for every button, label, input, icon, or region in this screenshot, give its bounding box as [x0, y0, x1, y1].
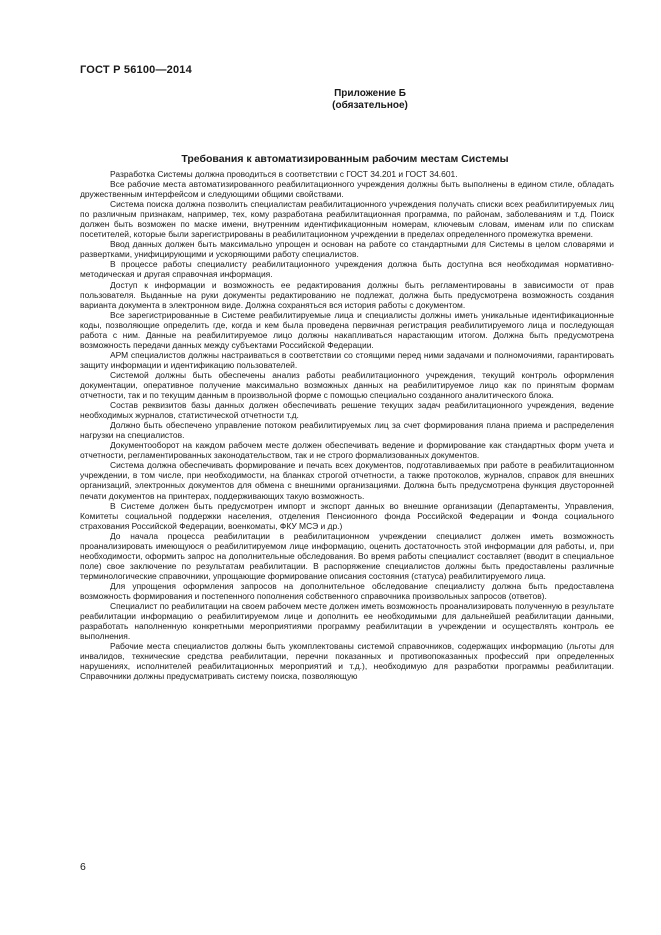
paragraph: Разработка Системы должна проводиться в соответствии с ГОСТ 34.201 и ГОСТ 34.601. — [110, 169, 458, 179]
paragraph: Системой должны быть обеспечены анализ работы реабилитационного учреждения, текущий контроль оформления документации, оперативное получение максимально возможных данных на реабилитируемое лицо как по принятым формам отчетности, так и по текущим данным в произвольной форме с помощью специально созданного аналитического блока. — [80, 369, 614, 401]
paragraph: Должно быть обеспечено управление потоком реабилитируемых лиц за счет формирования плана приема и распределения нагрузки на специалистов. — [80, 420, 614, 441]
paragraph: Состав реквизитов базы данных должен обеспечивать решение текущих задач реабилитационного учреждения, ведение необходимых журналов, статистической отчетности т.д. — [80, 400, 614, 421]
paragraph: Все рабочие места автоматизированного реабилитационного учреждения должны быть выполнены в едином стиле, обладать дружественным интерфейсом и следующими общими свойствами. — [80, 179, 614, 200]
paragraph: В Системе должен быть предусмотрен импорт и экспорт данных во внешние организации (Департаменты, Управления, Комитеты социальной поддержки населения, отделения Пенсионного фонда Российской Федерации и Фонда социального страхования Российской Федерации, военкоматы, ФКУ МСЭ и др.) — [80, 500, 614, 531]
paragraph: Специалист по реабилитации на своем рабочем месте должен иметь возможность проанализировать полученную в результате реабилитации информацию о реабилитируемом лице и дополнить ее необходимыми для дальнейшей реабилитации данными, разработать наполненную конкретными мероприятиями программу реабилитации в учреждении и осуществлять контроль ее выполнения. — [80, 601, 614, 642]
paragraph: АРМ специалистов должны настраиваться в соответствии со стоящими перед ними задачами и полномочиями, гарантировать защиту информации и идентификацию пользователей. — [80, 349, 614, 370]
page-number: 6 — [80, 861, 86, 873]
paragraph: В процессе работы специалисту реабилитационного учреждения должна быть доступна вся необходимая нормативно-методическая и другая справочная информация. — [80, 259, 614, 280]
paragraph: Доступ к информации и возможность ее редактирования должны быть регламентированы в зависимости от прав пользователя. Выданные на руки документы редактированию не подлежат, должна быть предусмотрена возможность создания варианта документа в электронном виде. Должна сохраняться вся история работы с документом. — [80, 279, 614, 310]
paragraph: Ввод данных должен быть максимально упрощен и основан на работе со стандартными для Системы в целом словарями и развертками, унифицирующими и ускоряющими работу специалистов. — [80, 239, 614, 260]
paragraph: Рабочие места специалистов должны быть укомплектованы системой справочников, содержащих информацию (льготы для инвалидов, технические средства реабилитации, перечни показанных и противопоказанных профессий при определенных нарушениях, исполнителей реабилитационных мероприятий и т.д.), необходимую для разработки программы реабилитации. Справочники должны предусматривать систему поиска, позволяющую — [80, 641, 614, 682]
paragraph: Документооборот на каждом рабочем месте должен обеспечивать ведение и формирование как стандартных форм учета и отчетности, регламентированных законодательством, так и не строго формализованных документов. — [80, 440, 614, 461]
paragraph: Система поиска должна позволить специалистам реабилитационного учреждения получать списки всех реабилитируемых лиц по различным признакам, например, тех, кому разработана реабилитационная программа, по районам, заболеваниям и т.д. Поиск должен быть возможен по маске имени, внутренним идентификационным номерам, ключевым словам, именам или по спискам посетителей, которые были зарегистрированы в реабилитационном учреждении в пределах определенного промежутка времени. — [80, 199, 614, 240]
appendix-label: Приложение Б — [334, 88, 406, 99]
appendix-heading — [290, 88, 450, 112]
document-body — [80, 169, 614, 681]
document-header: ГОСТ Р 56100—2014 — [80, 64, 192, 76]
section-title: Требования к автоматизированным рабочим местам Системы — [181, 153, 509, 165]
paragraph: До начала процесса реабилитации в реабилитационном учреждении специалист должен иметь возможность проанализировать имеющуюся о реабилитируемом лице информацию, оценить достаточность этой информации для работы, и, при необходимости, оформить запрос на дополнительные обследования. Во время работы специалист составляет (вводит в специальное поле) свое заключение по результатам реабилитации. В распоряжение специалистов должны быть предоставлены различные терминологические справочники, упрощающие формирование описания состояния (статуса) реабилитируемого лица. — [80, 530, 614, 581]
paragraph: Все зарегистрированные в Системе реабилитируемые лица и специалисты должны иметь уникальные идентификационные коды, позволяющие определить где, когда и кем была проведена первичная регистрация реабилитируемого лица и последующая работа с ним. Данные на реабилитируемое лицо должны накапливаться нарастающим итогом. Должна быть предусмотрена возможность передачи данных между субъектами Российской Федерации. — [80, 309, 614, 350]
paragraph: Система должна обеспечивать формирование и печать всех документов, подготавливаемых при работе в реабилитационном учреждении, в том числе, при необходимости, на бланках строгой отчетности, а также протоколов, журналов, справок для внешних организаций, электронных документов для обмена с внешними организациями. Должна быть предусмотрена функция двусторонней печати документов на принтерах, поддерживающих такую возможность. — [80, 460, 614, 501]
appendix-status: (обязательное) — [332, 100, 408, 111]
paragraph: Для упрощения оформления запросов на дополнительное обследование специалисту должна быть предоставлена возможность формирования и постепенного пополнения собственного справочника произвольных запросов (ответов). — [80, 580, 614, 601]
